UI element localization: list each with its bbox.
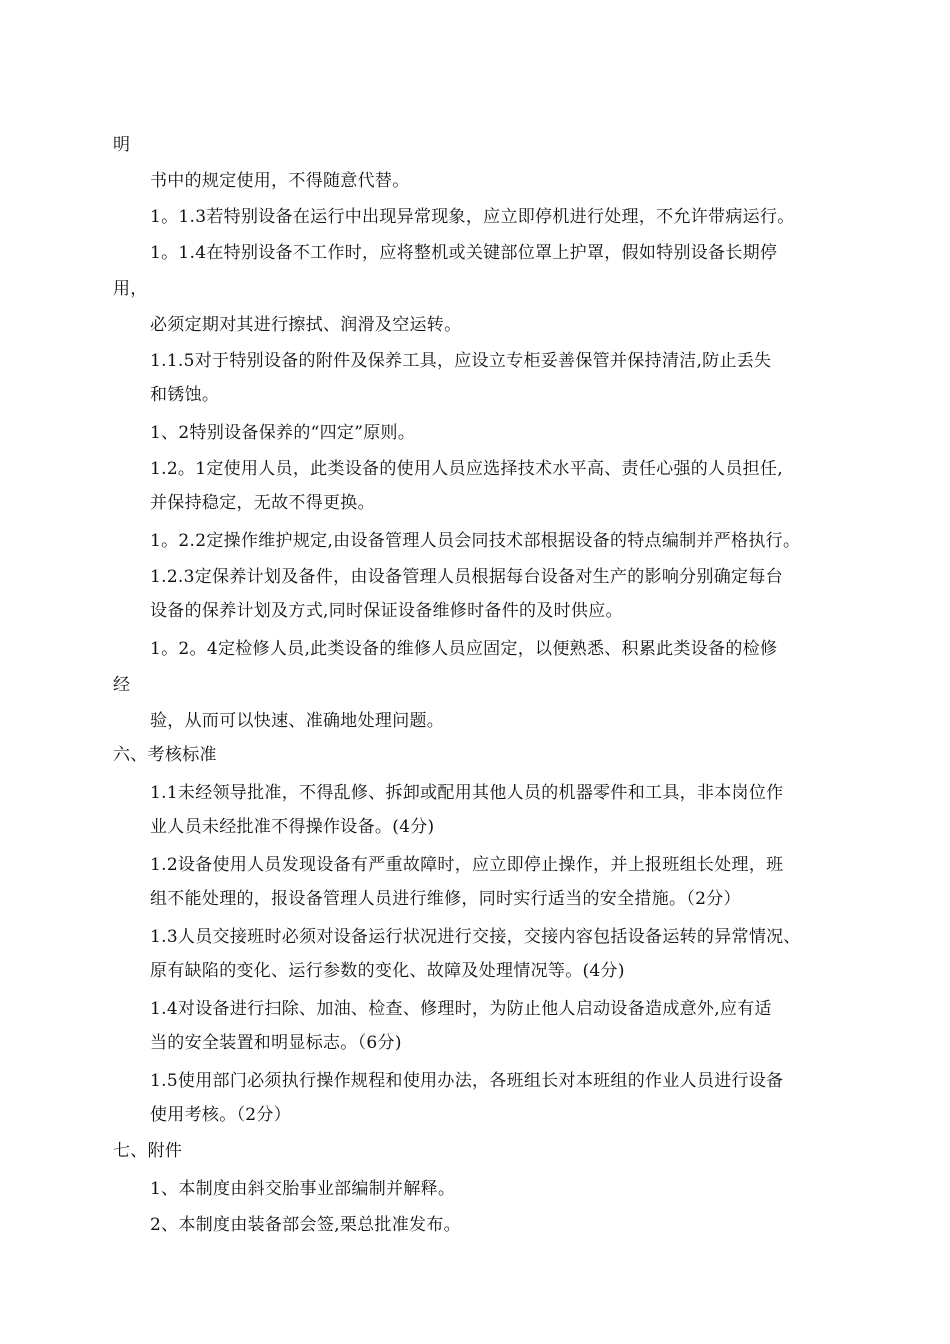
text-line: 必须定期对其进行擦拭、润滑及空运转。 [150, 315, 462, 335]
text-line: 1.3人员交接班时必须对设备运行状况进行交接，交接内容包括设备运转的异常情况、 [150, 927, 801, 947]
text-line: 1.2设备使用人员发现设备有严重故障时，应立即停止操作，并上报班组长处理，班 [150, 855, 784, 875]
text-line: 书中的规定使用，不得随意代替。 [150, 171, 410, 191]
text-line: 原有缺陷的变化、运行参数的变化、故障及处理情况等。(4分) [150, 961, 625, 981]
text-line: 设备的保养计划及方式,同时保证设备维修时备件的及时供应。 [150, 601, 623, 621]
text-line: 经 [113, 675, 131, 695]
text-line: 2、本制度由装备部会签,栗总批准发布。 [150, 1215, 461, 1235]
section-heading: 六、考核标准 [113, 745, 217, 765]
text-line: 1、本制度由斜交胎事业部编制并解释。 [150, 1179, 456, 1199]
text-line: 1。1.3若特别设备在运行中出现异常现象，应立即停机进行处理，不允许带病运行。 [150, 207, 795, 227]
text-line: 当的安全装置和明显标志。（6分) [150, 1033, 402, 1053]
text-line: 1。1.4在特别设备不工作时，应将整机或关键部位罩上护罩，假如特别设备长期停 [150, 243, 778, 263]
text-line: 明 [113, 135, 131, 155]
text-line: 1.1未经领导批准，不得乱修、拆卸或配用其他人员的机器零件和工具，非本岗位作 [150, 783, 784, 803]
text-line: 验，从而可以快速、准确地处理问题。 [150, 711, 445, 731]
text-line: 1、2特别设备保养的“四定”原则。 [150, 423, 416, 443]
text-line: 1.2.3定保养计划及备件，由设备管理人员根据每台设备对生产的影响分别确定每台 [150, 567, 783, 587]
text-line: 和锈蚀。 [150, 385, 220, 405]
text-line: 1。2.2定操作维护规定,由设备管理人员会同技术部根据设备的特点编制并严格执行。 [150, 531, 801, 551]
text-line: 1.4对设备进行扫除、加油、检查、修理时，为防止他人启动设备造成意外,应有适 [150, 999, 772, 1019]
text-line: 并保持稳定，无故不得更换。 [150, 493, 375, 513]
text-line: 1.2。1定使用人员，此类设备的使用人员应选择技术水平高、责任心强的人员担任, [150, 459, 783, 479]
text-line: 1。2。4定检修人员,此类设备的维修人员应固定，以便熟悉、积累此类设备的检修 [150, 639, 778, 659]
text-line: 使用考核。（2分） [150, 1105, 292, 1125]
text-line: 业人员未经批准不得操作设备。(4分) [150, 817, 435, 837]
text-line: 用， [113, 279, 148, 299]
text-line: 1.5使用部门必须执行操作规程和使用办法，各班组长对本班组的作业人员进行设备 [150, 1071, 784, 1091]
text-line: 1.1.5对于特别设备的附件及保养工具，应设立专柜妥善保管并保持清洁,防止丢失 [150, 351, 772, 371]
text-line: 组不能处理的，报设备管理人员进行维修，同时实行适当的安全措施。（2分） [150, 889, 741, 909]
section-heading: 七、附件 [113, 1141, 183, 1161]
